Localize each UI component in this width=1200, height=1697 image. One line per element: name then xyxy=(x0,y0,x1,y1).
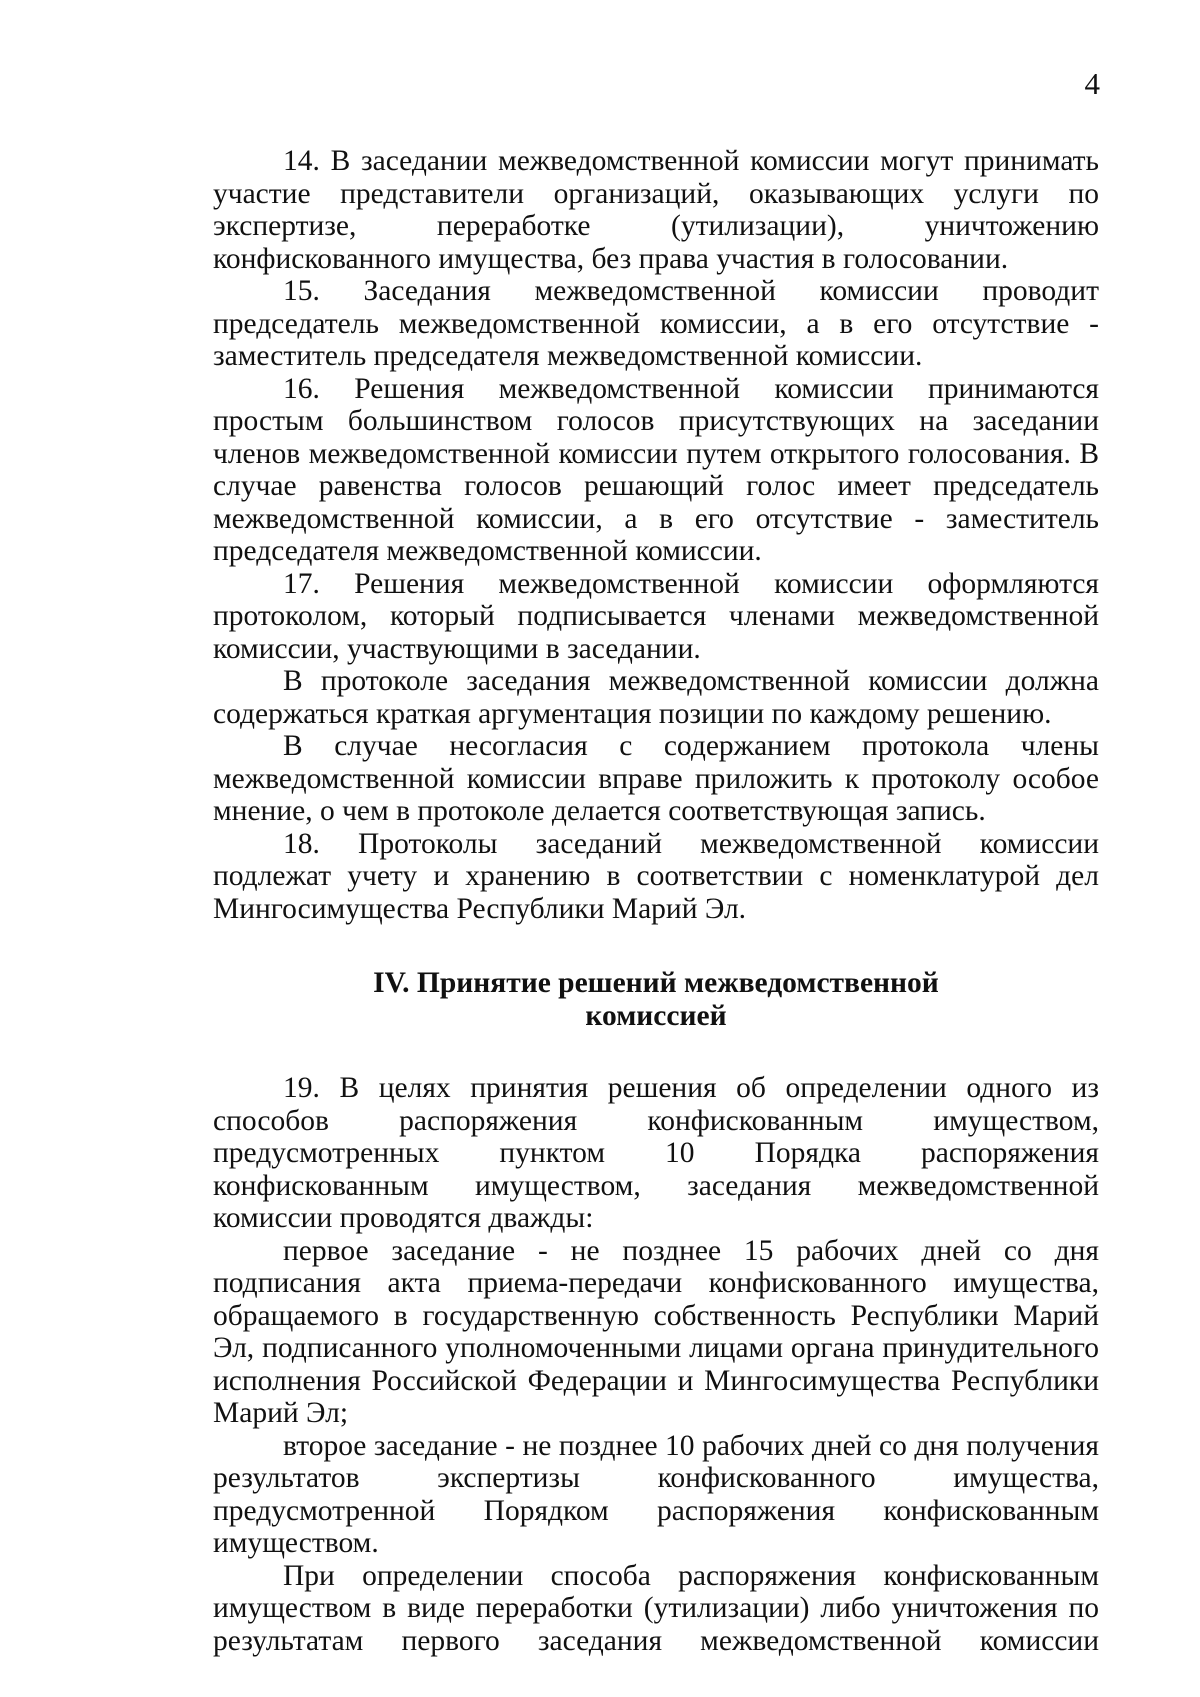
paragraph-14: 14. В заседании межведомственной комиссии могут принимать участие представители организаций, оказывающих услуги по экспертизе, переработке (утилизации), уничтожению конфискованного имущества, без права участия в голосовании. xyxy=(213,145,1099,275)
paragraph-17-protocol-content: В протоколе заседания межведомственной комиссии должна содержаться краткая аргументация позиции по каждому решению. xyxy=(213,665,1099,730)
paragraph-19-disposal-method: При определении способа распоряжения конфискованным имуществом в виде переработки (утилизации) либо уничтожения по результатам первого заседания межведомственной комиссии xyxy=(213,1559,1099,1657)
paragraphs-after-heading xyxy=(213,1072,1099,1657)
section-heading xyxy=(213,967,1099,1033)
paragraph-16: 16. Решения межведомственной комиссии принимаются простым большинством голосов присутствующих на заседании членов межведомственной комиссии путем открытого голосования. В случае равенства голосов решающий голос имеет председатель межведомственной комиссии, а в его отсутствие - заместитель председателя межведомственной комиссии. xyxy=(213,372,1099,567)
paragraph-18: 18. Протоколы заседаний межведомственной комиссии подлежат учету и хранению в соответствии с номенклатурой дел Мингосимущества Республики Марий Эл. xyxy=(213,827,1099,925)
page-number: 4 xyxy=(1084,66,1100,101)
section-heading-line-2: комиссией xyxy=(585,1000,727,1032)
paragraph-19: 19. В целях принятия решения об определении одного из способов распоряжения конфискованным имуществом, предусмотренных пунктом 10 Порядка распоряжения конфискованным имуществом, заседания межведомственной комиссии проводятся дважды: xyxy=(213,1072,1099,1234)
paragraph-17: 17. Решения межведомственной комиссии оформляются протоколом, который подписывается членами межведомственной комиссии, участвующими в заседании. xyxy=(213,567,1099,665)
paragraph-15: 15. Заседания межведомственной комиссии проводит председатель межведомственной комиссии, а в его отсутствие - заместитель председателя межведомственной комиссии. xyxy=(213,275,1099,372)
paragraph-19-first-meeting: первое заседание - не позднее 15 рабочих дней со дня подписания акта приема-передачи конфискованного имущества, обращаемого в государственную собственность Республики Марий Эл, подписанного уполномоченными лицами органа принудительного исполнения Российской Федерации и Мингосимущества Республики Марий Эл; xyxy=(213,1234,1099,1429)
paragraphs-before-heading xyxy=(213,145,1099,925)
section-heading-line-1: IV. Принятие решений межведомственной xyxy=(373,967,939,999)
paragraph-17-dissent: В случае несогласия с содержанием протокола члены межведомственной комиссии вправе приложить к протоколу особое мнение, о чем в протоколе делается соответствующая запись. xyxy=(213,730,1099,827)
paragraph-19-second-meeting: второе заседание - не позднее 10 рабочих дней со дня получения результатов экспертизы конфискованного имущества, предусмотренной Порядком распоряжения конфискованным имуществом. xyxy=(213,1429,1099,1559)
